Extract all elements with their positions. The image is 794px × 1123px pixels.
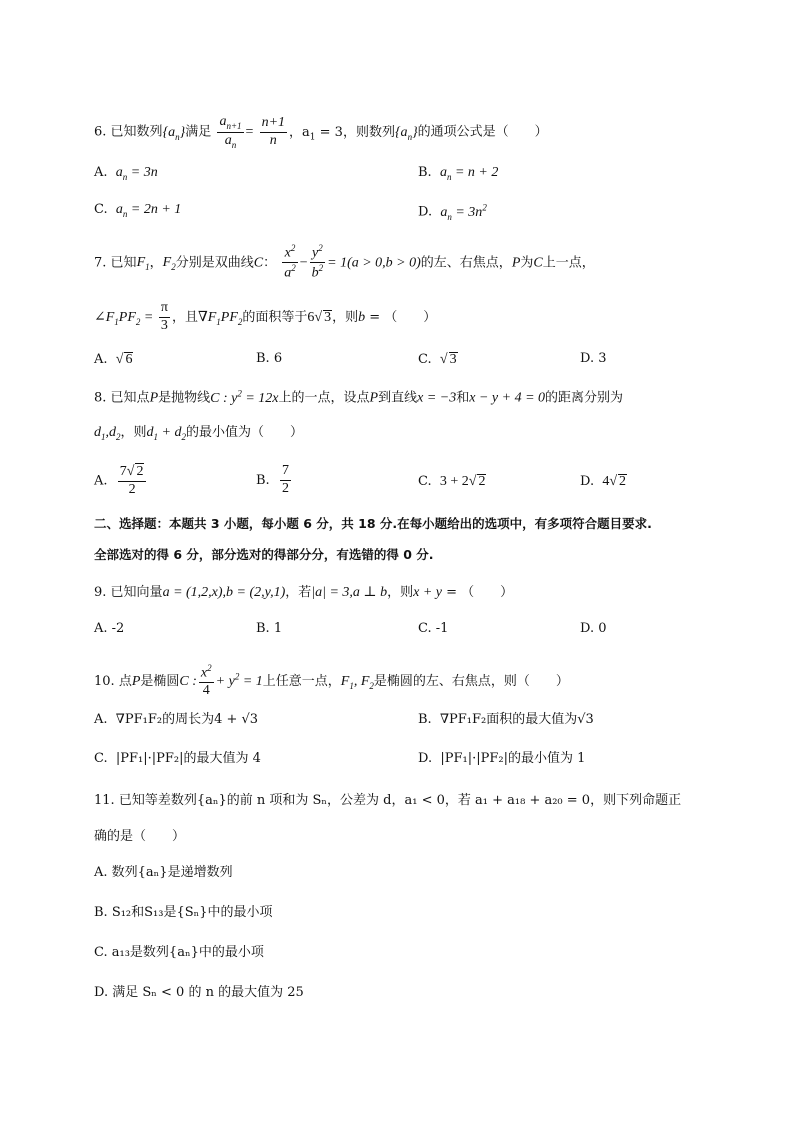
q11-option-c[interactable]: C. a₁₃是数列{aₙ}中的最小项 [94, 945, 264, 960]
q6-stem: 6. 已知数列$\{a_n\}$满足 $\frac{a_{n+1}}{a_n}$ = $\frac{n+1}{n}$ ，$a_1 = 3$，则数列$\{a_n\}$的通项公式是（ ） [94, 114, 548, 150]
section-2-instructions-line2: 全部选对的得 6 分，部分选对的得部分分，有选错的得 0 分. [94, 547, 434, 562]
q7-option-c[interactable]: C. √ 3 [418, 352, 457, 367]
q6-option-a[interactable]: A. $a_n = 3n$ [94, 165, 158, 182]
q11-stem-line2: 确的是（ ） [94, 829, 186, 844]
q10-option-a[interactable]: A. ∇PF₁F₂的周长为4 + √3 [94, 712, 259, 727]
q6-option-c[interactable]: C. $a_n = 2n + 1$ [94, 202, 182, 219]
q6-number: 6. [94, 124, 107, 140]
q7-option-d[interactable]: D. 3 [580, 351, 607, 366]
q6-option-b[interactable]: B. $a_n = n + 2$ [418, 165, 499, 182]
q9-option-b[interactable]: B. 1 [256, 621, 283, 636]
q8-option-b[interactable]: B. $\frac{7}{2}$ [256, 463, 289, 496]
q11-option-d[interactable]: D. 满足 Sₙ < 0 的 n 的最大值为 25 [94, 985, 304, 1000]
q6-option-d[interactable]: D. $a_n = 3n^2$ [418, 202, 487, 222]
q9-option-d[interactable]: D. 0 [580, 621, 607, 636]
q10-option-b[interactable]: B. ∇PF₁F₂面积的最大值为√3 [418, 712, 594, 727]
q8-number: 8. [94, 390, 107, 406]
q10-option-c[interactable]: C. |PF₁|·|PF₂|的最大值为 4 [94, 751, 261, 766]
q11-stem: 11. 已知等差数列{aₙ}的前 n 项和为 Sₙ，公差为 d，a₁ < 0，若 a₁ + a₁₈ + a₂₀ = 0，则下列命题正 [94, 793, 682, 808]
q8-stem-line2: $d_1,d_2$，则$d_1 + d_2$的最小值为（ ） [94, 425, 303, 442]
q10-option-d[interactable]: D. |PF₁|·|PF₂|的最小值为 1 [418, 751, 586, 766]
q7-option-a[interactable]: A. √ 6 [94, 352, 133, 367]
q11-option-b[interactable]: B. S₁₂和S₁₃是{Sₙ}中的最小项 [94, 905, 273, 920]
q9-option-c[interactable]: C. -1 [418, 621, 449, 636]
q6-fraction: $\frac{a_{n+1}}{a_n}$ [219, 114, 242, 150]
q11-option-a[interactable]: A. 数列{aₙ}是递增数列 [94, 865, 233, 880]
q9-stem: 9. 已知向量a = (1,2,x),b = (2,y,1)，若|a| = 3,a ⊥ b，则x + y = （ ） [94, 585, 514, 600]
q7-stem: 7. 已知$F_1$，$F_2$分别是双曲线C： $\frac{x^2}{a^2}$ − $\frac{y^2}{b^2}$ = 1(a > 0,b > 0)的左、右焦点，P为C上一点， [94, 243, 595, 282]
q9-option-a[interactable]: A. -2 [94, 621, 125, 636]
section-2-instructions: 二、选择题：本题共 3 小题，每小题 6 分，共 18 分.在每小题给出的选项中，有多项符合题目要求. [94, 516, 652, 531]
q8-option-d[interactable]: D. 4√ 2 [580, 474, 627, 489]
q10-stem: 10. 点P是椭圆C : $\frac{x^2}{4}$ + $y^2 = 1$上任意一点，$F_1$, $F_2$是椭圆的左、右焦点，则（ ） [94, 663, 569, 699]
q8-stem: 8. 已知点P是抛物线C : $y^2 = 12x$上的一点，设点P到直线x = −3和x − y + 4 = 0的距离分别为 [94, 388, 624, 406]
q8-option-c[interactable]: C. 3 + 2√ 2 [418, 474, 486, 489]
q8-option-a[interactable]: A. $\frac{7√ 2}{2}$ [94, 463, 148, 499]
q9-number: 9. [94, 585, 107, 600]
q7-option-b[interactable]: B. 6 [256, 351, 283, 366]
q7-stem-line2: $\angle F_1PF_2$ = $\frac{\pi}{3}$ ，且$\nabla F_1PF_2$的面积等于6√ 3，则b = （ ） [94, 300, 437, 333]
q10-number: 10. [94, 674, 115, 690]
q11-number: 11. [94, 793, 115, 808]
q6-fraction-2: $\frac{n+1}{n}$ [261, 114, 286, 148]
q7-number: 7. [94, 255, 107, 271]
